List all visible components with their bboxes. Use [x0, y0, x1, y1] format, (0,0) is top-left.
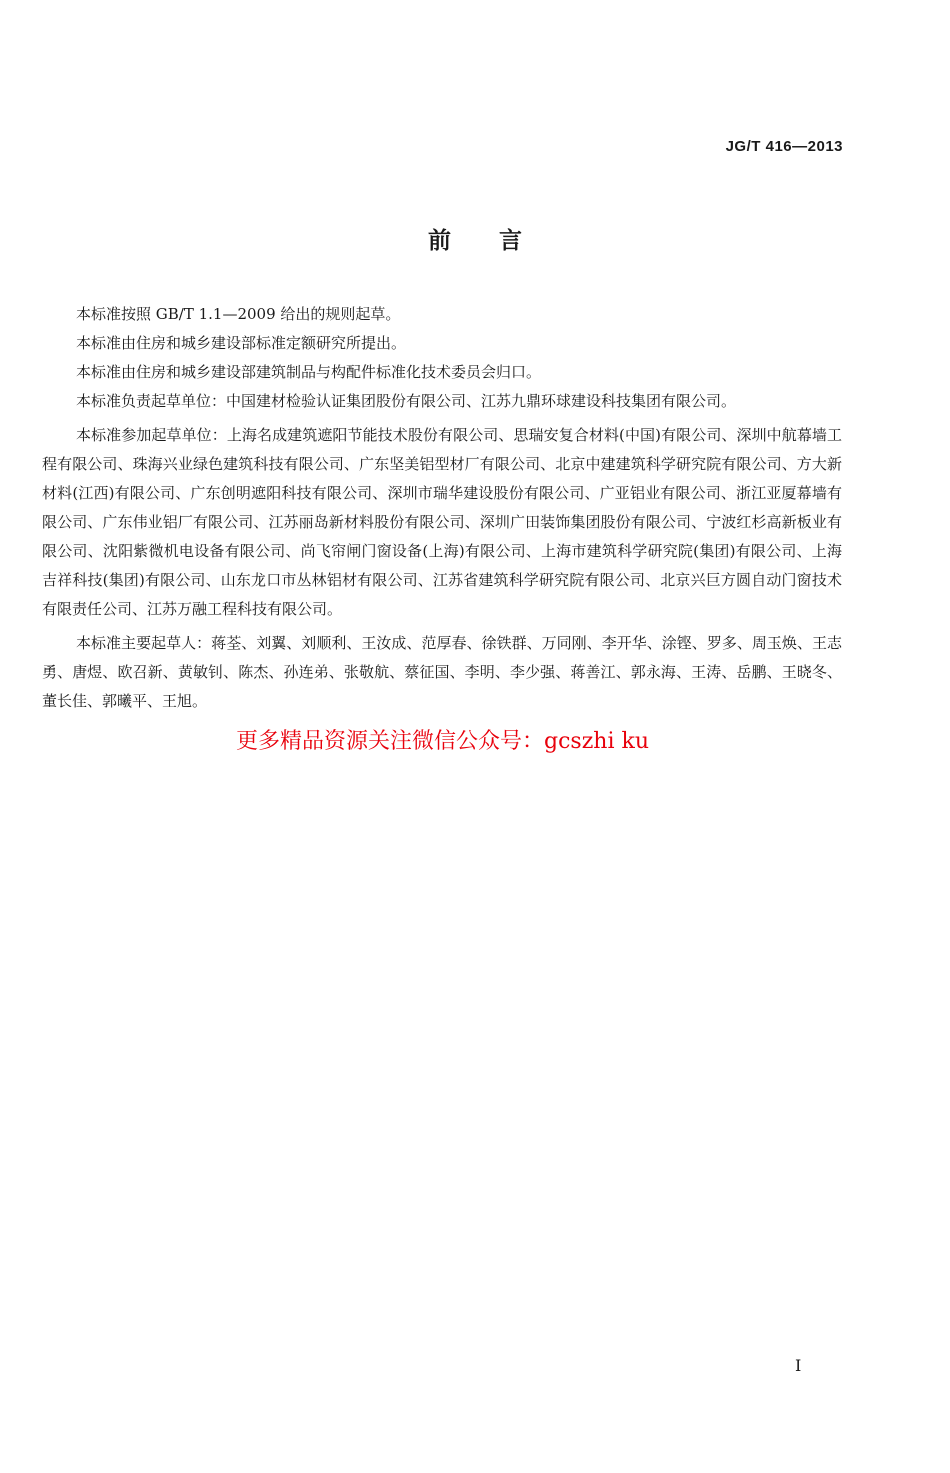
preface-body: [42, 300, 842, 716]
page-title: 前言: [428, 228, 570, 254]
paragraph-centralized-by: 本标准由住房和城乡建设部建筑制品与构配件标准化技术委员会归口。: [76, 363, 542, 381]
paragraph-proposed-by: 本标准由住房和城乡建设部标准定额研究所提出。: [76, 334, 407, 352]
paragraph-main-drafters: 本标准主要起草人：蒋荃、刘翼、刘顺利、王汝成、范厚春、徐铁群、万同刚、李开华、涂铿、罗多、周玉焕、王志勇、唐煜、欧召新、黄敏钊、陈杰、孙连弟、张敬航、蔡征国、李明、李少强、蒋善江、郭永海、王涛、岳鹏、王晓冬、董长佳、郭曦平、王旭。: [42, 634, 842, 710]
page-number: I: [795, 1356, 802, 1375]
paragraph-responsible-units: 本标准负责起草单位：中国建材检验认证集团股份有限公司、江苏九鼎环球建设科技集团有限公司。: [76, 392, 737, 410]
paragraph-participating-units: 本标准参加起草单位：上海名成建筑遮阳节能技术股份有限公司、思瑞安复合材料(中国)有限公司、深圳中航幕墙工程有限公司、珠海兴业绿色建筑科技有限公司、广东坚美铝型材厂有限公司、北京中建建筑科学研究院有限公司、方大新材料(江西)有限公司、广东创明遮阳科技有限公司、深圳市瑞华建设股份有限公司、广亚铝业有限公司、浙江亚厦幕墙有限公司、广东伟业铝厂有限公司、江苏丽岛新材料股份有限公司、深圳广田装饰集团股份有限公司、宁波红杉高新板业有限公司、沈阳紫微机电设备有限公司、尚飞帘闸门窗设备(上海)有限公司、上海市建筑科学研究院(集团)有限公司、上海吉祥科技(集团)有限公司、山东龙口市丛林铝材有限公司、江苏省建筑科学研究院有限公司、北京兴巨方圆自动门窗技术有限责任公司、江苏万融工程科技有限公司。: [42, 426, 842, 618]
watermark-text: 更多精品资源关注微信公众号：gcszhi ku: [236, 729, 649, 754]
paragraph-drafting-rules: 本标准按照 GB/T 1.1—2009 给出的规则起草。: [76, 305, 401, 323]
standard-code: JG/T 416—2013: [725, 138, 843, 155]
